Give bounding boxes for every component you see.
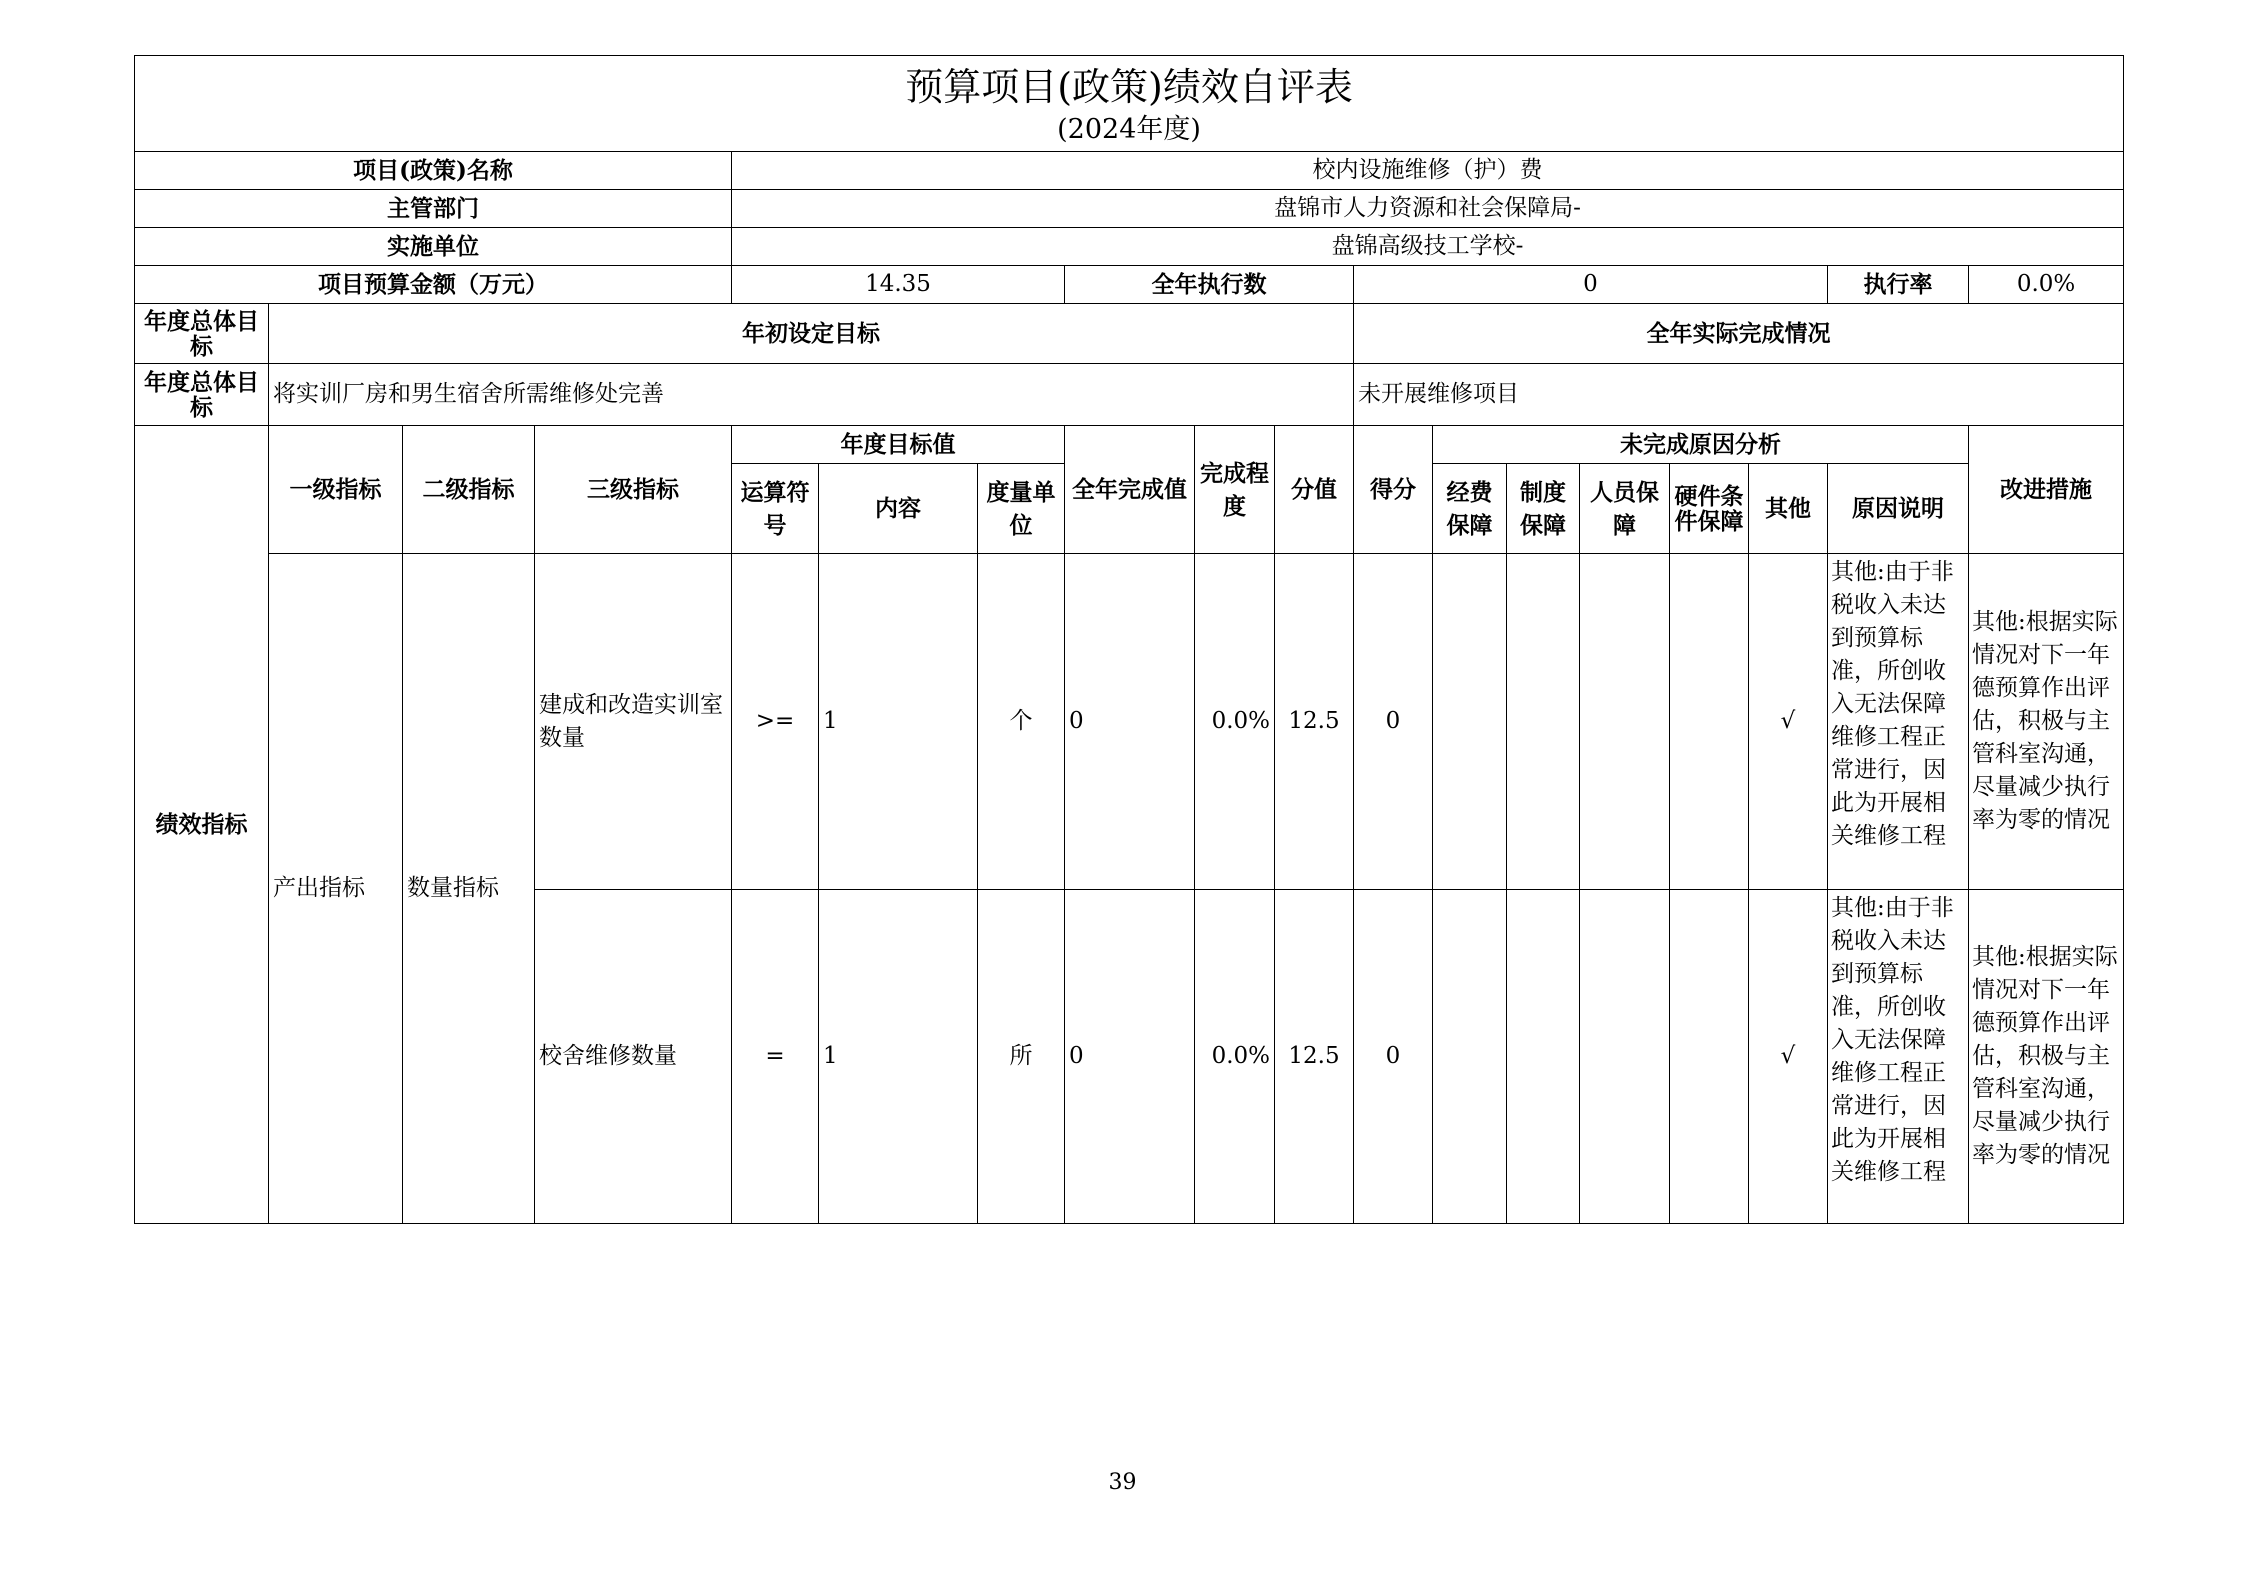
annual-value: 0: [1065, 890, 1195, 1224]
col-content: 内容: [819, 464, 978, 554]
unit-value: 盘锦高级技工学校-: [732, 228, 2124, 266]
improvement-text: 其他:根据实际情况对下一年德预算作出评估，积极与主管科室沟通，尽量减少执行率为零的情况: [1969, 554, 2124, 890]
fiscal-year: (2024年度): [1057, 113, 1201, 145]
col-level1: 一级指标: [269, 426, 403, 554]
col-hardware: 硬件条件保障: [1670, 464, 1749, 554]
annual-goal-label-2: 年度总体目标: [135, 364, 269, 426]
evaluation-form: [134, 55, 2123, 1224]
other-check: √: [1749, 554, 1828, 890]
explanation-text: 其他:由于非税收入未达到预算标准，所创收入无法保障维修工程正常进行，因此为开展相关维修工程: [1828, 890, 1969, 1224]
personnel-cell: [1580, 890, 1670, 1224]
score: 0: [1354, 890, 1433, 1224]
col-personnel: 人员保障: [1580, 464, 1670, 554]
system-cell: [1507, 890, 1580, 1224]
level1-value: 产出指标: [269, 554, 403, 1224]
actual-goal-header: 全年实际完成情况: [1354, 304, 2124, 364]
executed-label: 全年执行数: [1065, 266, 1354, 304]
unit-value: 个: [978, 554, 1065, 890]
rate-label: 执行率: [1828, 266, 1969, 304]
content-value: 1: [819, 890, 978, 1224]
initial-goal-header: 年初设定目标: [269, 304, 1354, 364]
level3-value: 校舍维修数量: [535, 890, 732, 1224]
funding-cell: [1433, 890, 1507, 1224]
actual-goal-value: 未开展维修项目: [1354, 364, 2124, 426]
project-name-value: 校内设施维修（护）费: [732, 152, 2124, 190]
unit-label: 实施单位: [135, 228, 732, 266]
operator-value: >=: [732, 554, 819, 890]
annual-goal-label: 年度总体目标: [135, 304, 269, 364]
col-level2: 二级指标: [403, 426, 535, 554]
evaluation-table: [134, 55, 2124, 1224]
title-cell: [135, 56, 2124, 152]
col-reason-group: 未完成原因分析: [1433, 426, 1969, 464]
col-other: 其他: [1749, 464, 1828, 554]
col-operator: 运算符号: [732, 464, 819, 554]
indicator-section-label: 绩效指标: [135, 426, 269, 1224]
col-annual-value: 全年完成值: [1065, 426, 1195, 554]
page-number: 39: [1108, 1470, 1137, 1495]
col-completion: 完成程度: [1195, 426, 1275, 554]
col-score-value: 分值: [1275, 426, 1354, 554]
col-funding: 经费保障: [1433, 464, 1507, 554]
explanation-text: 其他:由于非税收入未达到预算标准，所创收入无法保障维修工程正常进行，因此为开展相关维修工程: [1828, 554, 1969, 890]
col-score: 得分: [1354, 426, 1433, 554]
col-target-group: 年度目标值: [732, 426, 1065, 464]
level3-value: 建成和改造实训室数量: [535, 554, 732, 890]
table-row: [135, 554, 2124, 890]
dept-value: 盘锦市人力资源和社会保障局-: [732, 190, 2124, 228]
executed-value: 0: [1354, 266, 1828, 304]
page-title: 预算项目(政策)绩效自评表: [905, 64, 1353, 109]
score: 0: [1354, 554, 1433, 890]
hardware-cell: [1670, 554, 1749, 890]
score-value: 12.5: [1275, 554, 1354, 890]
completion-value: 0.0%: [1195, 890, 1275, 1224]
col-improvement: 改进措施: [1969, 426, 2124, 554]
other-check: √: [1749, 890, 1828, 1224]
col-system: 制度保障: [1507, 464, 1580, 554]
annual-value: 0: [1065, 554, 1195, 890]
col-unit: 度量单位: [978, 464, 1065, 554]
level2-value: 数量指标: [403, 554, 535, 1224]
initial-goal-value: 将实训厂房和男生宿舍所需维修处完善: [269, 364, 1354, 426]
dept-label: 主管部门: [135, 190, 732, 228]
budget-label: 项目预算金额（万元）: [135, 266, 732, 304]
operator-value: =: [732, 890, 819, 1224]
project-name-label: 项目(政策)名称: [135, 152, 732, 190]
budget-value: 14.35: [732, 266, 1065, 304]
improvement-text: 其他:根据实际情况对下一年德预算作出评估，积极与主管科室沟通，尽量减少执行率为零的情况: [1969, 890, 2124, 1224]
rate-value: 0.0%: [1969, 266, 2124, 304]
personnel-cell: [1580, 554, 1670, 890]
system-cell: [1507, 554, 1580, 890]
hardware-cell: [1670, 890, 1749, 1224]
content-value: 1: [819, 554, 978, 890]
funding-cell: [1433, 554, 1507, 890]
completion-value: 0.0%: [1195, 554, 1275, 890]
unit-value: 所: [978, 890, 1065, 1224]
col-explanation: 原因说明: [1828, 464, 1969, 554]
score-value: 12.5: [1275, 890, 1354, 1224]
col-level3: 三级指标: [535, 426, 732, 554]
